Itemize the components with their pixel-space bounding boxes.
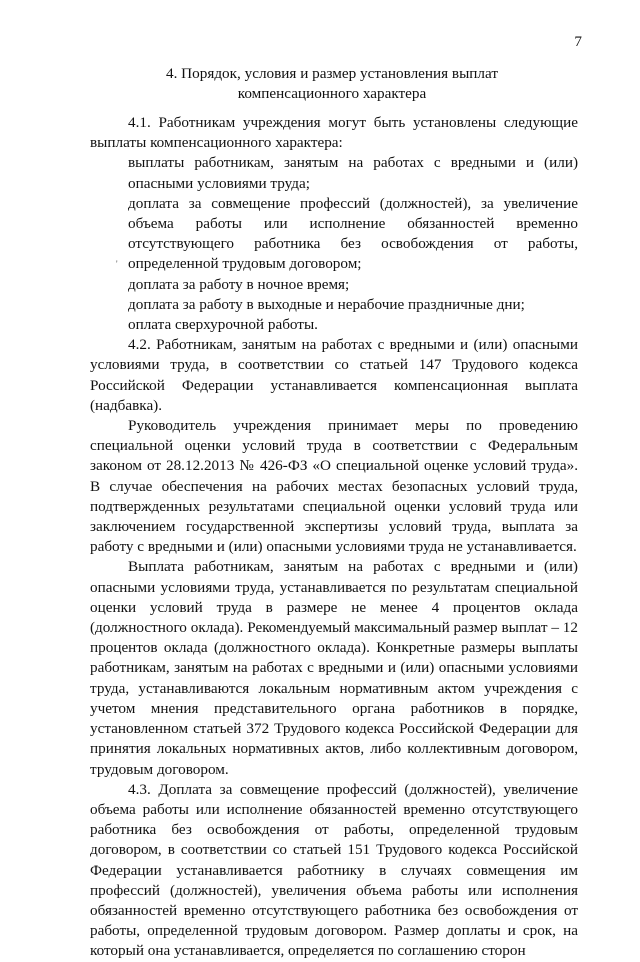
page-number: 7 <box>574 33 582 50</box>
list-item: доплата за совмещение профессий (должностей), за увеличение объема работы или исполнение обязанностей временно отсутствующего работника без освобождения от работы, определенной трудовым договором; <box>128 194 578 273</box>
scan-speck: ' <box>116 259 118 269</box>
section-heading <box>112 64 552 104</box>
list-item: доплата за работу в ночное время; <box>128 275 350 293</box>
paragraph-head-measures: Руководитель учреждения принимает меры по проведению специальной оценки условий труда в соответствии с Федеральным законом от 28.12.2013 № 426-ФЗ «О специальной оценке условий труда». В случае обеспечения на рабочих местах безопасных условий труда, подтвержденных результатами специальной оценки условий труда или заключением государственной экспертизы условий труда, выплата за работу с вредными и (или) опасными условиями труда не устанавливается. <box>90 417 578 556</box>
paragraph-4-3: 4.3. Доплата за совмещение профессий (должностей), увеличение объема работы или исполнение обязанностей временно отсутствующего работника без освобождения от работы, определенной трудовым договором, в соответствии со статьей 151 Трудового кодекса Российской Федерации устанавливается работнику в случаях совмещения им профессий (должностей), увеличения объема работы или исполнения обязанностей временно отсутствующего работника без освобождения от работы, определенной трудовым договором. Размер доплаты и срок, на который она устанавливается, определяется по соглашению сторон <box>90 780 578 960</box>
paragraph-payment-size: Выплата работникам, занятым на работах с вредными и (или) опасными условиями труда, устанавливается по результатам специальной оценки условий труда в размере не менее 4 процентов оклада (должностного оклада). Рекомендуемый максимальный размер выплат – 12 процентов оклада (должностного оклада). Конкретные размеры выплаты работникам, занятым на работах с вредными и (или) опасными условиями труда, устанавливаются локальным нормативным актом учреждения с учетом мнения представительного органа работников в порядке, установленном статьей 372 Трудового кодекса Российской Федерации для принятия локальных нормативных актов, либо коллективным договором, трудовым договором. <box>90 558 578 778</box>
section-title-line-2: компенсационного характера <box>237 85 427 102</box>
paragraph-4-2: 4.2. Работникам, занятым на работах с вредными и (или) опасными условиями труда, в соответствии со статьей 147 Трудового кодекса Российской Федерации устанавливается компенсационная выплата (надбавка). <box>90 336 578 414</box>
paragraph-4-1: 4.1. Работникам учреждения могут быть установлены следующие выплаты компенсационного характера: <box>90 114 578 152</box>
list-item: оплата сверхурочной работы. <box>128 316 318 334</box>
document-body <box>90 113 578 962</box>
list-item: выплаты работникам, занятым на работах с вредными и (или) опасными условиями труда; <box>128 154 578 192</box>
section-title-line-1: 4. Порядок, условия и размер установления выплат <box>165 65 498 82</box>
list-item: доплата за работу в выходные и нерабочие праздничные дни; <box>128 295 525 313</box>
